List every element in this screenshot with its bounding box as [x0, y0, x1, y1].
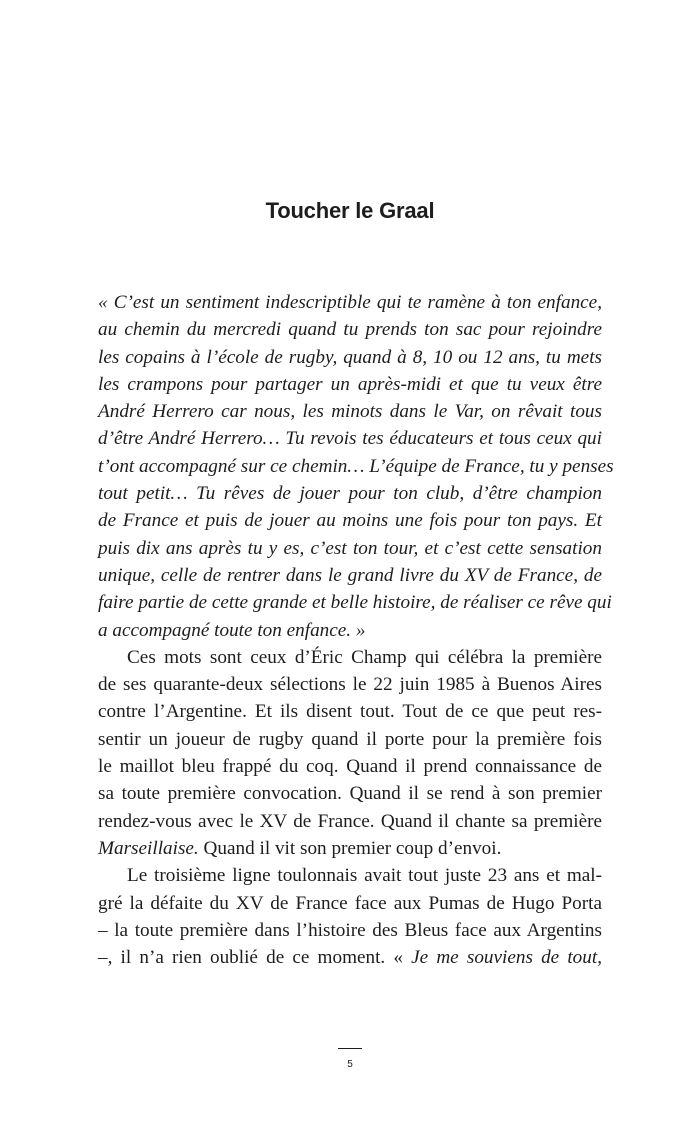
paragraph-line: rendez-vous avec le XV de France. Quand il chante sa première	[98, 810, 602, 832]
paragraph-line: d’être André Herrero… Tu revois tes éducateurs et tous ceux qui	[98, 428, 602, 450]
paragraph-line: André Herrero car nous, les minots dans le Var, on rêvait tous	[98, 401, 602, 423]
paragraph-line: gré la défaite du XV de France face aux Pumas de Hugo Porta	[98, 892, 602, 914]
paragraph-line	[98, 835, 602, 862]
text-run: –, il n’a rien oublié de ce moment. «	[98, 947, 412, 969]
paragraph-line: contre l’Argentine. Et ils disent tout. Tout de ce que peut res-	[98, 701, 602, 723]
paragraph-line: « C’est un sentiment indescriptible qui te ramène à ton enfance,	[98, 292, 602, 313]
page-number: 5	[347, 1059, 353, 1070]
paragraph-line: – la toute première dans l’histoire des Bleus face aux Argentins	[98, 919, 602, 941]
paragraph-line: de France et puis de jouer au moins une fois pour ton pays. Et	[98, 510, 602, 532]
paragraph-line: a accompagné toute ton enfance. »	[98, 619, 366, 641]
italic-text: Je me souviens de tout	[411, 947, 598, 969]
chapter-body	[98, 289, 614, 971]
paragraph-line: t’ont accompagné sur ce chemin… L’équipe de France, tu y penses	[98, 455, 614, 477]
paragraph-line: au chemin du mercredi quand tu prends ton sac pour rejoindre	[98, 319, 602, 341]
paragraph-line: les crampons pour partager un après-midi et que tu veux être	[98, 373, 602, 395]
text-run: ,	[597, 947, 602, 969]
paragraph-line	[98, 944, 602, 971]
text-run: Quand il vit son premier coup d’envoi.	[198, 837, 502, 859]
paragraph-line: Le troisième ligne toulonnais avait tout juste 23 ans et mal-	[127, 865, 602, 887]
paragraph-line: puis dix ans après tu y es, c’est ton tour, et c’est cette sensation	[98, 537, 602, 559]
page-footer	[0, 1048, 700, 1072]
paragraph-line: unique, celle de rentrer dans le grand livre du XV de France, de	[98, 564, 602, 586]
opening-quote-paragraph	[98, 289, 614, 644]
paragraph-line: faire partie de cette grande et belle histoire, de réaliser ce rêve qui	[98, 592, 612, 614]
paragraph-line: Ces mots sont ceux d’Éric Champ qui célébra la première	[127, 646, 602, 668]
chapter-title: Toucher le Graal	[265, 198, 435, 223]
paragraph-line: sentir un joueur de rugby quand il porte pour la première fois	[98, 728, 602, 750]
paragraph-line: le maillot bleu frappé du coq. Quand il prend connaissance de	[98, 756, 602, 778]
paragraph-line: les copains à l’école de rugby, quand à 8, 10 ou 12 ans, tu mets	[98, 346, 602, 368]
page-number-rule	[338, 1048, 362, 1049]
paragraph-champ-words	[98, 644, 602, 835]
italic-text: Marseillaise.	[98, 837, 199, 859]
paragraph-line: de ses quarante-deux sélections le 22 juin 1985 à Buenos Aires	[98, 674, 602, 696]
paragraph-toulon-player	[98, 862, 602, 944]
paragraph-line: sa toute première convocation. Quand il se rend à son premier	[98, 783, 602, 805]
paragraph-line: tout petit… Tu rêves de jouer pour ton club, d’être champion	[98, 483, 602, 505]
